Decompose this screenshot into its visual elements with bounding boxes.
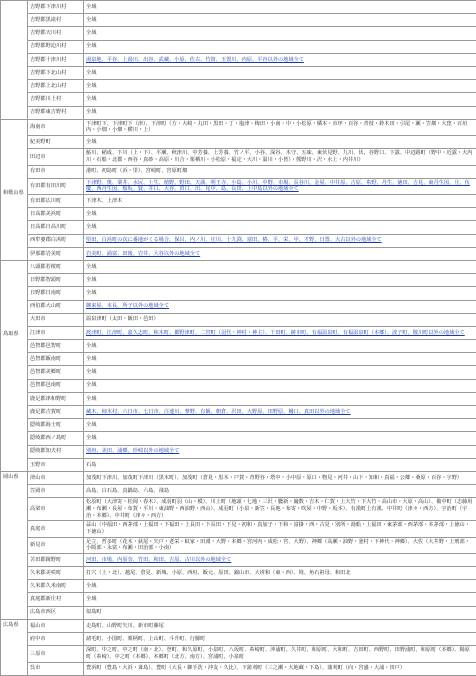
municipality-cell: 真庭郡新庄村: [28, 593, 84, 606]
table-row: [1, 619, 476, 632]
table-row: [1, 432, 476, 445]
prefecture-cell: 鳥取県: [1, 260, 28, 471]
area-cell: 全域: [84, 340, 476, 353]
municipality-cell: 府中市: [28, 633, 84, 646]
area-link[interactable]: 堅田、白浜町の次に番地がくる場合、保呂、内ノ川、庄川、十九渕、富田、椿、平、栄、中、才野、日置、大古以外の地域全て: [84, 234, 476, 247]
table-row: [1, 208, 476, 221]
area-cell: 全域: [84, 274, 476, 287]
table-row: [1, 498, 476, 521]
table-row: [1, 1, 476, 14]
table-row: [1, 445, 476, 458]
area-link[interactable]: 河田、市場、内原奈、竹田、和田、吉原、古川以外の地域全て: [84, 553, 476, 566]
table-row: [1, 593, 476, 606]
table-row: [1, 287, 476, 300]
municipality-cell: 三原市: [28, 646, 84, 662]
municipality-cell: 久米郡美咲町: [28, 567, 84, 580]
area-cell: 打穴（上・北）、越尾、倉見、新城、小原、西垣、飯元、原田、錦山市、大垪和（東・西）、境、角石祖母、和田北: [84, 567, 476, 580]
municipality-cell: 吉野郡天川村: [28, 27, 84, 40]
municipality-cell: 吉野郡川上村: [28, 93, 84, 106]
area-cell: 全域: [84, 379, 476, 392]
area-cell: 全域: [84, 287, 476, 300]
prefecture-cell: 広島県: [1, 619, 28, 675]
municipality-cell: 広島市西区: [28, 606, 84, 619]
municipality-cell: 有田郡広川町: [28, 195, 84, 208]
municipality-cell: 吉野郡東吉野村: [28, 106, 84, 119]
municipality-cell: 有田郡有田川町: [28, 178, 84, 194]
table-row: [1, 326, 476, 339]
table-row: [1, 471, 476, 484]
table-row: [1, 553, 476, 566]
area-cell: 全域: [84, 66, 476, 79]
table-row: [1, 406, 476, 419]
prefecture-cell: 岡山県: [1, 471, 28, 619]
area-cell: 全域: [84, 392, 476, 405]
area-cell: 全域: [84, 221, 476, 234]
municipality-cell: 日高郡日高川町: [28, 221, 84, 234]
table-row: [1, 366, 476, 379]
municipality-cell: 伊那郡岩美町: [28, 247, 84, 260]
area-cell: 諸毛町、小国町、栗柄町、上山町、斗升町、行縢町: [84, 633, 476, 646]
table-row: [1, 537, 476, 553]
table-row: [1, 165, 476, 178]
table-row: [1, 458, 476, 471]
table-row: [1, 392, 476, 405]
area-cell: 全域: [84, 1, 476, 14]
table-row: [1, 340, 476, 353]
area-cell: 全域: [84, 260, 476, 273]
municipality-cell: 津山市: [28, 471, 84, 484]
area-cell: 全域: [84, 106, 476, 119]
table-row: [1, 485, 476, 498]
area-cell: 鮎川、稲成、下川（上・下）、平瀬、秋津川、中芳養、上芳養、竹ノ平、小谷、深谷、木守、五味、東伏見野、九川、伏、谷野口、下露、中辺路町（野中・近露・大内川・石船・北郡・西谷・真砂・高原・川合・栗栖川・小松原・福定・大川・温川・小皆）・熊野川・沢・水上・内井川）: [84, 149, 476, 165]
area-cell: 高島、白石島、真鍋島、六島、飛島: [84, 485, 476, 498]
area-cell: 全域: [84, 208, 476, 221]
area-cell: 全域: [84, 366, 476, 379]
table-row: [1, 379, 476, 392]
municipality-cell: 邑智郡邑南町: [28, 379, 84, 392]
area-link[interactable]: 下津野、奥、粟井、水尻、土生、植野、野田、天満、明王寺、小島、小川、中野、市場、長谷川、金屋、中井原、吉原、糸野、丹生、徳田、吉見、東丹生図、庄、伍慶、西丹生図、船坂、賢、井口、大谷、田口、出、尾中、島、長田、上中島以外の地域全て: [84, 178, 476, 194]
municipality-cell: 吉野郡上北山村: [28, 80, 84, 93]
table-row: [1, 606, 476, 619]
table-row: [1, 633, 476, 646]
table-row: [1, 178, 476, 194]
municipality-cell: 笠岡市: [28, 485, 84, 498]
area-cell: 全域: [84, 80, 476, 93]
area-cell: 石島: [84, 458, 476, 471]
table-row: [1, 300, 476, 313]
prefecture-cell: 和歌山県: [1, 119, 28, 260]
prefecture-cell: [1, 1, 28, 120]
area-cell: 足立、哲多町（花木・荻尾・矢戸・老栄・蚊家・田淵・大野・本郷・宮河内・成松・宮、大野）、神郷（高瀬・油野・釜村・下神代・神郷）、大佐（大井野・上刑部・小阪部・永富・布瀬・田治部・小南）: [84, 537, 476, 553]
area-cell: 全域: [84, 136, 476, 149]
table-row: [1, 221, 476, 234]
table-row: [1, 14, 476, 27]
municipality-cell: 邑智郡邑智町: [28, 340, 84, 353]
municipality-cell: 真庭市: [28, 521, 84, 537]
area-cell: 深町、中之町、中之町（南・北）、登町、和久原町、小泉町、八坂町、糸崎町、沖浦町、久井町、和原町、大和町、吉田町、西野町、田野浦町、和原町（本郷）、陽原町（糸崎）、中之町（本郷）、本郷町（北方、南方）、宮浦町、小泉町: [84, 646, 476, 662]
municipality-cell: 八頭郡若桜町: [28, 260, 84, 273]
municipality-cell: 日野郡智頭町: [28, 274, 84, 287]
table-row: [1, 521, 476, 537]
area-link[interactable]: 渡津町、江津町、嘉久志町、和木町、都野津町、二宮町（羽代・神村・神主）、千田町、跡市町、有福温泉町、有福温泉町（本郷）、波子町、敬川町以外の地域全て: [84, 326, 476, 339]
area-cell: 蒜山（中福田・西茅部・上福田・下福田・上長田・下長田・下見・初和・真加子・下和・富掛・西・古見・別所・湯船・上福田・東茅部・西茅部・本茅部・上徳山・下徳山）: [84, 521, 476, 537]
table-row: [1, 80, 476, 93]
area-link[interactable]: 湯泉地、平谷、上湯川、出谷、武蔵、小原、佐古、竹筒、玉置川、内原、平谷以外の地域全て: [84, 53, 476, 66]
municipality-cell: 隠岐郡知夫村: [28, 445, 84, 458]
area-link[interactable]: 御来屋、末長、所子以外の地域全て: [84, 300, 476, 313]
municipality-cell: 日高郡美浜町: [28, 208, 84, 221]
municipality-cell: 大田市: [28, 313, 84, 326]
table-row: [1, 580, 476, 593]
table-row: [1, 419, 476, 432]
area-link[interactable]: 蔵木、柿木村、六日市、七日市、注連川、蓼野、有飯、朝倉、沢田、大野原、田野原、樋口、真田以外の地域全て: [84, 406, 476, 419]
area-cell: 全域: [84, 93, 476, 106]
municipality-cell: 有田市: [28, 165, 84, 178]
area-cell: 温泉津町（太田・飯田・邑田）: [84, 313, 476, 326]
municipality-cell: 吉野郡十津川村: [28, 53, 84, 66]
municipality-cell: 吉野郡下北山村: [28, 66, 84, 79]
area-link[interactable]: 岩美町、浦富、田後、岩井、大谷以外の地域全て: [84, 247, 476, 260]
area-cell: 加茂町下津川、加茂町下津川（黒木町）、加茂町（倉見・黒木・戸賀・青野谷・塔中・小中原・原口・物見・河井・山下・知和・真福・公郷・桑原・百谷・宇野）: [84, 471, 476, 484]
table-row: [1, 247, 476, 260]
municipality-cell: 田辺市: [28, 149, 84, 165]
municipality-cell: 苫田郡鏡野町: [28, 553, 84, 566]
municipality-cell: 隠岐郡西ノ島町: [28, 432, 84, 445]
area-cell: 全域: [84, 14, 476, 27]
service-area-table-body: [1, 1, 476, 676]
table-row: [1, 353, 476, 366]
municipality-cell: 邑智郡飯南町: [28, 353, 84, 366]
municipality-cell: 吉野郡下津川村: [28, 1, 84, 14]
municipality-cell: 新見市: [28, 537, 84, 553]
area-cell: 全域: [84, 27, 476, 40]
table-row: [1, 136, 476, 149]
municipality-cell: 江津市: [28, 326, 84, 339]
area-link[interactable]: 別府、美田、浦郷、珍崎以外の地域全て: [84, 445, 476, 458]
area-cell: 港町、初島町（浜・里）、宮崎町、宮原町畑: [84, 165, 476, 178]
table-row: [1, 313, 476, 326]
municipality-cell: 久米郡久米南町: [28, 580, 84, 593]
area-cell: 似島町: [84, 606, 476, 619]
table-row: [1, 662, 476, 675]
municipality-cell: 海南市: [28, 119, 84, 135]
municipality-cell: 邑智郡美郷町: [28, 366, 84, 379]
table-row: [1, 53, 476, 66]
table-row: [1, 274, 476, 287]
area-cell: 全域: [84, 353, 476, 366]
area-cell: 全域: [84, 580, 476, 593]
municipality-cell: 吉野郡野迫川村: [28, 40, 84, 53]
table-row: [1, 119, 476, 135]
municipality-cell: 鹿足郡吉賀町: [28, 406, 84, 419]
table-row: [1, 260, 476, 273]
area-cell: 下津木、上津木: [84, 195, 476, 208]
table-row: [1, 646, 476, 662]
area-cell: 全域: [84, 432, 476, 445]
area-cell: 松原町（大津寄・松岡・春木）、成羽町羽（山・模）、川上町（地頭・七地・三沢・臘新・簸数・吉木・仁賀・上大竹・下大竹・高山市・大原・高山）、備中町（志藤用瀬・布瀬・長屋・布賀・平川・東油野・西油野・西山）、成羽町（小泉・新笠・長地・布寄・吹屋・中野・坂本）、有漢町上有漢、中井町（津々・西方）、宇治町（宇治・本郷）、中井町（津々・西方）: [84, 498, 476, 521]
table-row: [1, 195, 476, 208]
table-row: [1, 567, 476, 580]
municipality-cell: 吉野郡黒滝村: [28, 14, 84, 27]
table-row: [1, 234, 476, 247]
municipality-cell: 日野郡日南町: [28, 287, 84, 300]
table-row: [1, 27, 476, 40]
municipality-cell: 隠岐郡海士町: [28, 419, 84, 432]
municipality-cell: 西伯郡大山町: [28, 300, 84, 313]
table-row: [1, 106, 476, 119]
municipality-cell: 福山市: [28, 619, 84, 632]
municipality-cell: 鹿足郡津和野町: [28, 392, 84, 405]
table-row: [1, 149, 476, 165]
municipality-cell: 高梁市: [28, 498, 84, 521]
area-cell: 全域: [84, 593, 476, 606]
table-row: [1, 66, 476, 79]
municipality-cell: 西牟婁郡白浜町: [28, 234, 84, 247]
municipality-cell: 玉野市: [28, 458, 84, 471]
area-cell: 全域: [84, 40, 476, 53]
table-row: [1, 93, 476, 106]
area-cell: 全域: [84, 419, 476, 432]
area-cell: 豊浜町（豊島・大浜・斎島）、豊町（大長・御手洗・沖友・久比）、下蒲刈町（三之瀬・大地蔵・下島）、蒲刈町（向・宮盛・大浦・田戸）: [84, 662, 476, 675]
table-row: [1, 40, 476, 53]
municipality-cell: 呉市: [28, 662, 84, 675]
municipality-cell: 紀美野町: [28, 136, 84, 149]
area-cell: 下津町下、下津町下（津）、下津町（方・大崎・丸田・黒田・丁・塩津・梅田・小南・中・小松原・橘本・市坪・百谷・青枝・鈴木田・引尾・瀬・笠畑・大窪・百垣内・小畑・小畑・横川・上）: [84, 119, 476, 135]
area-cell: 走島町、山野町矢川、新市町藤尾: [84, 619, 476, 632]
